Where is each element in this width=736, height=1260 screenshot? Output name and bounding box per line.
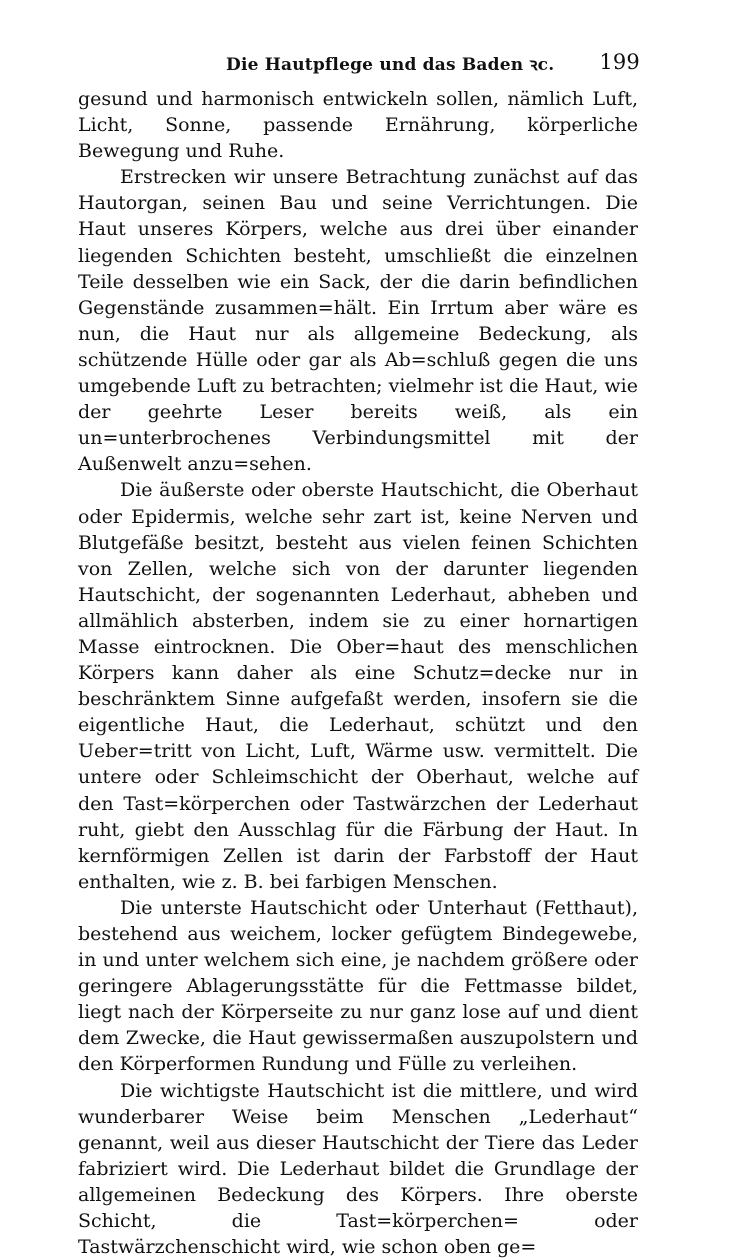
paragraph-2: Erstrecken wir unsere Betrachtung zunächst auf das Hautorgan, seinen Bau und seine Verrichtungen. Die Haut unseres Körpers, welche aus drei über einander liegenden Schichten besteht, umschließt die einzelnen Teile desselben wie ein Sack, der die darin befindlichen Gegenstände zusammen=hält. Ein Irrtum aber wäre es nun, die Haut nur als allgemeine Bedeckung, als schützende Hülle oder gar als Ab=schluß gegen die uns umgebende Luft zu betrachten; vielmehr ist die Haut, wie der geehrte Leser bereits weiß, als ein un=unterbrochenes Verbindungsmittel mit der Außenwelt anzu=sehen. bbox=[78, 166, 638, 476]
paragraph-5: Die wichtigste Hautschicht ist die mittlere, und wird wunderbarer Weise beim Menschen „Lederhaut“ genannt, weil aus dieser Hautschicht der Tiere das Leder fabriziert wird. Die Lederhaut bildet die Grundlage der allgemeinen Bedeckung des Körpers. Ihre oberste Schicht, die Tast=körperchen= oder Tastwärzchenschicht wird, wie schon oben ge= bbox=[78, 1079, 638, 1259]
paragraph-3: Die äußerste oder oberste Hautschicht, die Oberhaut oder Epidermis, welche sehr zart ist, keine Nerven und Blutgefäße besitzt, besteht aus vielen feinen Schichten von Zellen, welche sich von der darunter liegenden Hautschicht, der sogenannten Lederhaut, abheben und allmählich absterben, indem sie zu einer hornartigen Masse eintrocknen. Die Ober=haut des menschlichen Körpers kann daher als eine Schutz=decke nur in beschränktem Sinne aufgefaßt werden, insofern sie die eigentliche Haut, die Lederhaut, schützt und den Ueber=tritt von Licht, Luft, Wärme usw. vermittelt. Die untere oder Schleimschicht der Oberhaut, welche auf den Tast=körperchen oder Tastwärzchen der Lederhaut ruht, giebt den Ausschlag für die Färbung der Haut. In kernförmigen Zellen ist darin der Farbstoff der Haut enthalten, wie z. B. bei farbigen Menschen. bbox=[78, 479, 638, 893]
paragraph-4: Die unterste Hautschicht oder Unterhaut (Fetthaut), bestehend aus weichem, locker gefügtem Bindegewebe, in und unter welchem sich eine, je nachdem größere oder geringere Ablagerungsstätte für die Fettmasse bildet, liegt nach der Körperseite zu nur ganz lose auf und dient dem Zwecke, die Haut gewissermaßen auszupolstern und den Körperformen Rundung und Fülle zu verleihen. bbox=[78, 896, 638, 1076]
running-header bbox=[78, 46, 638, 82]
paragraph-1: gesund und harmonisch entwickeln sollen, nämlich Luft, Licht, Sonne, passende Ernährung, körperliche Bewegung und Ruhe. bbox=[78, 88, 638, 163]
page-number: 199 bbox=[599, 50, 640, 74]
body-text bbox=[78, 86, 638, 1260]
book-page bbox=[78, 46, 638, 1260]
running-title: Die Hautpflege und das Baden ꝛc. bbox=[226, 55, 555, 75]
